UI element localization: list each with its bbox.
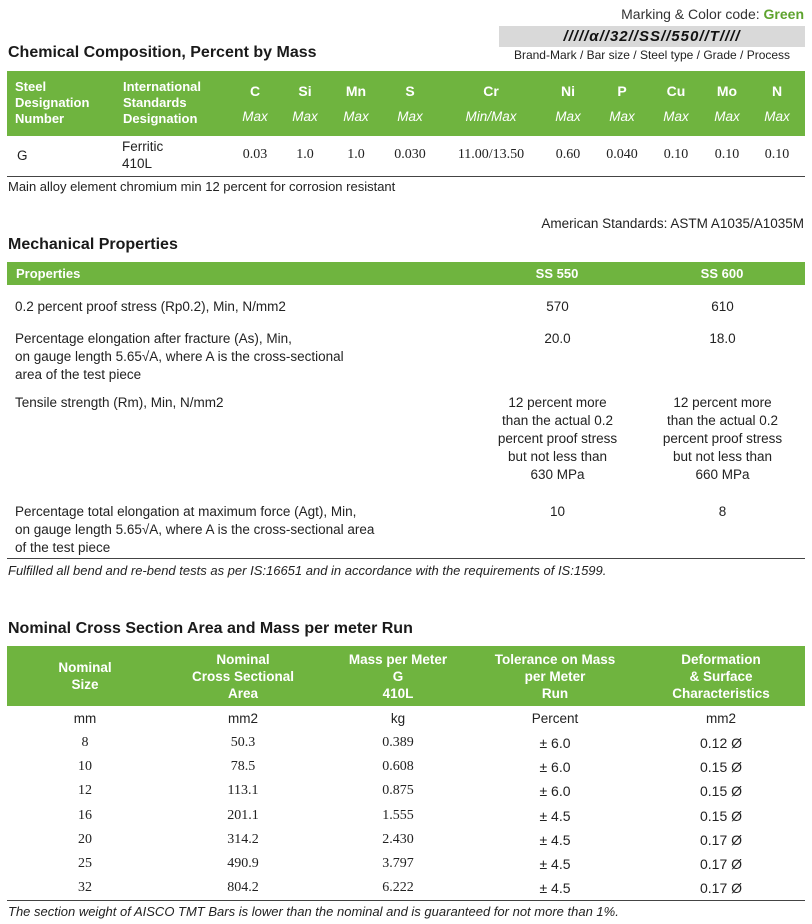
property-line: on gauge length 5.65√A, where A is the cross-sectional [15, 349, 344, 364]
nominal-cell: 3.797 [382, 856, 414, 871]
chemical-header [7, 71, 805, 136]
header-element-mo: Mo [716, 83, 738, 99]
property-line: area of the test piece [15, 367, 142, 382]
header-limit-c: Max [242, 109, 268, 124]
nominal-header-cell: G [392, 669, 404, 684]
nominal-unit: mm2 [706, 711, 736, 726]
nominal-header-cell: Nominal [216, 652, 270, 667]
property-line: 0.2 percent proof stress (Rp0.2), Min, N/mm2 [15, 299, 286, 314]
nominal-unit: Percent [531, 711, 579, 726]
nominal-header-cell: Deformation [681, 652, 761, 667]
nominal-header-cell: Characteristics [672, 686, 770, 701]
nominal-cell: 0.15 Ø [699, 759, 743, 776]
nominal-unit: mm [73, 711, 97, 726]
chemical-designation-line2: 410L [122, 156, 153, 171]
value-mo: 0.10 [714, 147, 740, 162]
value-s: 0.030 [394, 147, 426, 162]
header-element-cu: Cu [666, 83, 686, 99]
header-ss600: SS 600 [700, 266, 744, 281]
ss550-value: 10 [549, 504, 566, 519]
value-cr: 11.00/13.50 [457, 147, 525, 162]
ss550-value: than the actual 0.2 [501, 413, 614, 428]
chemical-divider [7, 176, 805, 177]
ss550-value: 570 [546, 299, 569, 314]
nominal-unit: mm2 [228, 711, 258, 726]
nominal-cell: 201.1 [227, 807, 259, 823]
ss600-value: 660 MPa [695, 467, 750, 482]
value-cu: 0.10 [663, 147, 689, 162]
property-line: Tensile strength (Rm), Min, N/mm2 [15, 395, 224, 410]
nominal-header-cell: Cross Sectional [191, 669, 295, 684]
header-limit-n: Max [764, 109, 790, 124]
nominal-cell: 8 [81, 735, 89, 750]
marking-label: Marking & Color code: [621, 6, 760, 22]
header-limit-cu: Max [663, 109, 689, 124]
mechanical-note: Fulfilled all bend and re-bend tests as per IS:16651 and in accordance with the requirements of IS:1599. [8, 563, 607, 578]
marking-code: /////α//32//SS//550//T//// [499, 26, 805, 47]
nominal-cell: 0.17 Ø [699, 880, 743, 897]
header-element-mn: Mn [345, 83, 367, 99]
header-limit-cr: Min/Max [465, 109, 517, 124]
nominal-cell: 113.1 [227, 783, 259, 799]
ss600-value: 12 percent more [673, 395, 772, 410]
nominal-header-cell: Run [541, 686, 569, 701]
nominal-cell: ± 4.5 [539, 880, 571, 897]
value-mn: 1.0 [347, 147, 365, 162]
ss600-value: 18.0 [709, 331, 736, 346]
nominal-title: Nominal Cross Section Area and Mass per meter Run [8, 620, 413, 637]
value-si: 1.0 [296, 147, 314, 162]
nominal-header-cell: Area [227, 686, 259, 701]
header-limit-s: Max [397, 109, 423, 124]
nominal-cell: 314.2 [227, 831, 259, 847]
property-line: on gauge length 5.65√A, where A is the cross-sectional area [15, 522, 375, 537]
nominal-cell: 0.608 [382, 759, 414, 775]
nominal-cell: 490.9 [227, 856, 259, 871]
nominal-cell: 0.15 Ø [699, 807, 743, 824]
nominal-cell: 0.875 [382, 783, 414, 799]
marking-label-line [621, 6, 804, 22]
header-element-s: S [405, 83, 415, 99]
header-properties: Properties [16, 266, 81, 281]
nominal-cell: 32 [78, 880, 92, 896]
nominal-cell: 78.5 [230, 759, 256, 775]
nominal-cell: 50.3 [230, 735, 256, 750]
nominal-cell: 1.555 [382, 807, 414, 823]
nominal-unit: kg [390, 711, 406, 726]
nominal-cell: ± 4.5 [539, 856, 571, 872]
marking-legend: Brand-Mark / Bar size / Steel type / Grade / Process [513, 48, 791, 62]
nominal-cell: ± 4.5 [539, 831, 571, 848]
nominal-header-cell: per Meter [524, 669, 586, 684]
ss600-value: percent proof stress [662, 431, 783, 446]
nominal-cell: ± 6.0 [539, 783, 571, 800]
value-ni: 0.60 [555, 147, 581, 162]
nominal-cell: ± 4.5 [539, 807, 571, 824]
chemical-designation-line1: Ferritic [122, 139, 164, 154]
ss550-value: but not less than [507, 449, 608, 464]
header-element-si: Si [298, 83, 312, 99]
header-element-c: C [249, 83, 261, 99]
nominal-header-cell: & Surface [689, 669, 753, 684]
nominal-cell: 0.15 Ø [699, 783, 743, 800]
nominal-cell: 0.17 Ø [699, 831, 743, 848]
nominal-header [7, 646, 805, 706]
ss600-value: than the actual 0.2 [666, 413, 779, 428]
nominal-cell: 6.222 [382, 880, 414, 896]
ss600-value: but not less than [672, 449, 773, 464]
nominal-cell: 16 [78, 807, 92, 823]
ss550-value: 12 percent more [508, 395, 607, 410]
value-p: 0.040 [606, 147, 638, 162]
nominal-cell: 20 [78, 831, 92, 847]
ss600-value: 8 [718, 504, 727, 519]
mechanical-header [7, 262, 805, 285]
header-element-n: N [771, 83, 783, 99]
property-line: of the test piece [15, 540, 111, 555]
mechanical-divider [7, 558, 805, 559]
nominal-header-cell: Size [71, 677, 99, 692]
ss550-value: 20.0 [544, 331, 571, 346]
header-limit-mn: Max [343, 109, 369, 124]
header-limit-ni: Max [555, 109, 581, 124]
chemical-title: Chemical Composition, Percent by Mass [8, 44, 317, 61]
property-line: Percentage elongation after fracture (As), Min, [15, 331, 292, 346]
nominal-cell: 0.389 [382, 735, 414, 750]
header-limit-p: Max [609, 109, 635, 124]
nominal-cell: 804.2 [227, 880, 259, 896]
nominal-cell: 25 [78, 856, 92, 871]
nominal-divider [7, 900, 805, 901]
nominal-header-cell: 410L [382, 686, 414, 701]
nominal-header-cell: Nominal [58, 660, 112, 675]
ss550-value: 630 MPa [530, 467, 585, 482]
header-ss550: SS 550 [535, 266, 579, 281]
nominal-cell: 10 [78, 759, 92, 775]
chemical-grade: G [17, 148, 28, 163]
value-c: 0.03 [242, 147, 268, 162]
header-element-cr: Cr [483, 83, 499, 99]
header-intl-designation: International Standards Designation [123, 79, 202, 126]
nominal-note: The section weight of AISCO TMT Bars is lower than the nominal and is guaranteed for not more than 1%. [8, 904, 619, 919]
marking-color: Green [763, 6, 804, 22]
chemical-note: Main alloy element chromium min 12 percent for corrosion resistant [8, 179, 396, 194]
nominal-cell: ± 6.0 [539, 759, 571, 776]
header-element-p: P [617, 83, 627, 99]
mechanical-title: Mechanical Properties [8, 236, 178, 253]
header-steel-designation: Steel Designation Number [15, 79, 90, 126]
american-standards: American Standards: ASTM A1035/A1035M [541, 216, 804, 231]
nominal-cell: 0.17 Ø [699, 856, 743, 872]
nominal-cell: ± 6.0 [539, 735, 571, 751]
ss600-value: 610 [711, 299, 734, 314]
header-limit-si: Max [292, 109, 318, 124]
nominal-cell: 2.430 [382, 831, 414, 847]
nominal-cell: 0.12 Ø [699, 735, 743, 751]
nominal-cell: 12 [78, 783, 92, 799]
nominal-header-cell: Mass per Meter [348, 652, 448, 667]
header-element-ni: Ni [561, 83, 575, 99]
property-line: Percentage total elongation at maximum force (Agt), Min, [15, 504, 357, 519]
ss550-value: percent proof stress [497, 431, 618, 446]
header-limit-mo: Max [714, 109, 740, 124]
value-n: 0.10 [764, 147, 790, 162]
nominal-header-cell: Tolerance on Mass [494, 652, 616, 667]
